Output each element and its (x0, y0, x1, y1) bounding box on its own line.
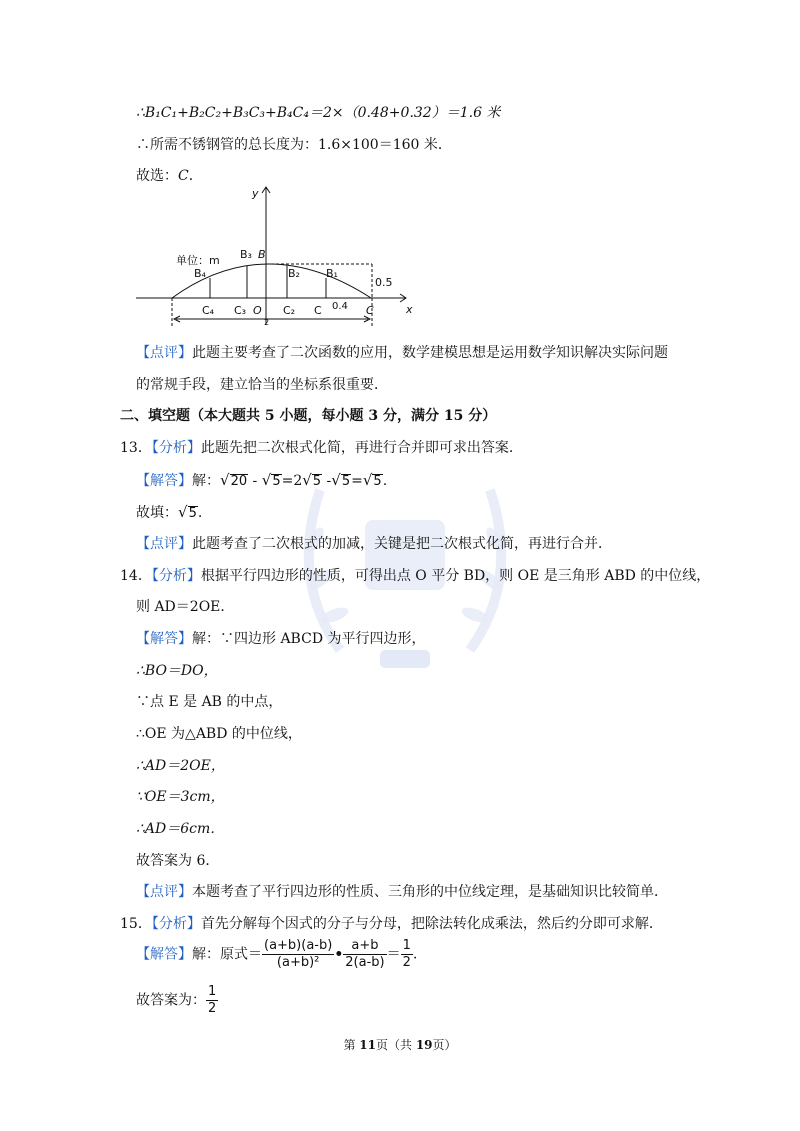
label-c3: C₃ (234, 304, 247, 317)
label-c1: C (314, 304, 322, 317)
q15-analysis: 15．【分析】首先分解每个因式的分子与分母，把除法转化成乘法，然后约分即可求解． (120, 916, 663, 932)
q15-answer: 【解答】解：原式＝ $\frac{(a+b)(a-b)}{\text{(a+b)²}}$ • $\frac{a+b}{2(a-b)}$ ＝ $\frac{1}{2}$ . (136, 938, 418, 970)
q13-analysis: 13．【分析】此题先把二次根式化简，再进行合并即可求出答案． (120, 440, 523, 456)
label-c2: C₂ (283, 304, 296, 317)
label-o: O (253, 304, 262, 317)
q13-comment: 【点评】此题考查了二次根式的加减，关键是把二次根式化简，再进行合并． (136, 536, 612, 552)
comment-1-line-1: 【点评】此题主要考查了二次函数的应用，数学建模思想是运用数学知识解决实际问题 (136, 345, 668, 361)
fraction-3: $\frac{1}{2}$ (402, 938, 411, 970)
line-sum: ∴B₁C₁+B₂C₂+B₃C₃+B₄C₄＝2×（0.48+0.32）＝1.6 米 (136, 105, 501, 121)
comment-1-line-2: 的常规手段，建立恰当的坐标系很重要． (136, 377, 388, 393)
line-total-length: ∴所需不锈钢管的总长度为：1.6×100＝160 米． (136, 137, 452, 153)
page-footer: 第 11页（共 19页） (343, 1038, 457, 1052)
q15-result: 故答案为： $\frac{1}{2}$ (136, 984, 217, 1016)
height-label: 0.5 (375, 276, 393, 289)
q14-analysis-line-1: 14．【分析】根据平行四边形的性质，可得出点 O 平分 BD，则 OE 是三角形 ABD 的中位线， (120, 568, 711, 584)
label-b4: B₄ (194, 267, 206, 280)
q14-analysis-line-2: 则 AD＝2OE． (136, 599, 235, 615)
label-c4: C₄ (202, 304, 215, 317)
label-b2: B₂ (288, 267, 300, 280)
q14-step-4: ∴AD＝2OE， (136, 758, 225, 774)
q14-step-5: ∵OE＝3cm， (136, 789, 225, 805)
result-fraction: $\frac{1}{2}$ (208, 984, 217, 1016)
watermark-logo (270, 420, 540, 690)
x-label: x (406, 303, 413, 316)
section-heading: 二、填空题（本大题共 5 小题，每小题 3 分，满分 15 分） (120, 408, 497, 424)
q13-fill: 故填：√5. (136, 503, 203, 521)
y-label: y (252, 187, 259, 200)
fraction-1: $\frac{(a+b)(a-b)}{\text{(a+b)²}}$ (264, 938, 333, 970)
q13-answer: 【解答】解：√20 - √5=2√5 -√5=√5. (136, 471, 388, 489)
label-c: C (366, 304, 374, 317)
q14-step-7: 故答案为 6． (136, 853, 220, 869)
q14-comment: 【点评】本题考查了平行四边形的性质、三角形的中位线定理，是基础知识比较简单． (136, 884, 668, 900)
fraction-2: $\frac{a+b}{2(a-b)}$ (345, 938, 385, 970)
q14-step-3: ∴OE 为△ABD 的中位线， (136, 726, 302, 742)
parabola-graph (136, 185, 426, 330)
segment-label: 0.4 (332, 301, 348, 312)
q14-answer: 【解答】解：∵四边形 ABCD 为平行四边形， (136, 631, 426, 647)
label-b3: B₃ (240, 248, 252, 261)
label-b: B (258, 248, 266, 261)
label-b1: B₁ (326, 267, 338, 280)
label-o-sub: 2 (264, 318, 270, 327)
q14-step-1: ∴BO＝DO， (136, 663, 218, 679)
q14-step-2: ∵点 E 是 AB 的中点， (136, 694, 283, 710)
line-choice: 故选：C． (136, 168, 203, 184)
q14-step-6: ∴AD＝6cm． (136, 821, 225, 837)
unit-label: 单位：m (176, 254, 220, 267)
